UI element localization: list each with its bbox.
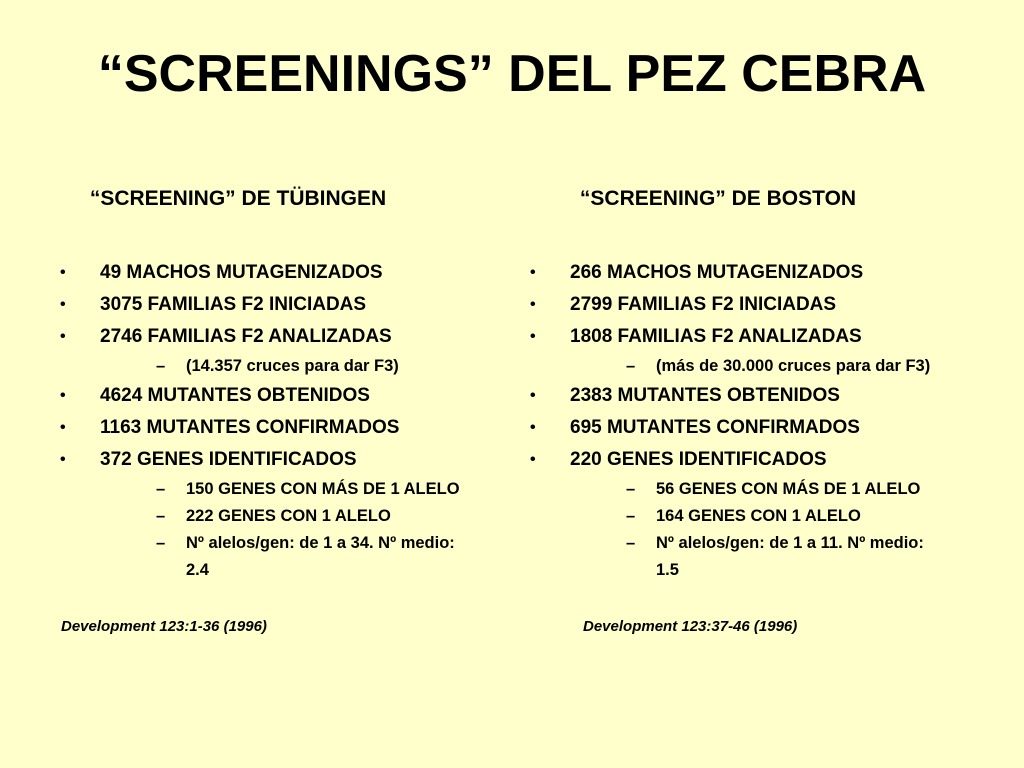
bullet-icon: • (530, 328, 536, 345)
item-text: 4624 MUTANTES OBTENIDOS (100, 385, 370, 406)
item-text: 3075 FAMILIAS F2 INICIADAS (100, 294, 367, 315)
bullet-icon: • (60, 296, 66, 313)
sub-item-text: (14.357 cruces para dar F3) (186, 357, 399, 375)
dash-icon: – (156, 534, 166, 552)
item-text: 2746 FAMILIAS F2 ANALIZADAS (100, 326, 392, 347)
item-text: 220 GENES IDENTIFICADOS (570, 449, 827, 470)
bullet-icon: • (60, 419, 66, 436)
sub-list-item (570, 476, 968, 503)
item-text: 1163 MUTANTES CONFIRMADOS (100, 417, 400, 438)
boston-reference: Development 123:37-46 (1996) (583, 618, 798, 635)
dash-icon: – (626, 534, 636, 552)
list-item (528, 380, 968, 412)
bullet-icon: • (60, 328, 66, 345)
sub-list (570, 476, 968, 584)
sub-item-text-continued: 1.5 (656, 561, 679, 579)
list-item (58, 444, 498, 584)
list-item (528, 444, 968, 584)
sub-item-text: Nº alelos/gen: de 1 a 11. Nº medio: (656, 534, 924, 552)
dash-icon: – (626, 480, 636, 498)
sub-item-text-continued: 2.4 (186, 561, 209, 579)
sub-item-text: 164 GENES CON 1 ALELO (656, 507, 861, 525)
boston-heading: “SCREENING” DE BOSTON (579, 187, 857, 210)
item-text: 2383 MUTANTES OBTENIDOS (570, 385, 840, 406)
dash-icon: – (626, 357, 636, 375)
list-item (528, 289, 968, 321)
bullet-icon: • (530, 419, 536, 436)
sub-list-item (100, 353, 498, 380)
sub-list-item (570, 503, 968, 530)
item-text: 2799 FAMILIAS F2 INICIADAS (570, 294, 837, 315)
dash-icon: – (156, 357, 166, 375)
tubingen-reference: Development 123:1-36 (1996) (61, 618, 267, 635)
list-item (58, 321, 498, 380)
tubingen-column (58, 184, 498, 638)
item-text: 372 GENES IDENTIFICADOS (100, 449, 357, 470)
sub-list-item (570, 353, 968, 380)
list-item (528, 412, 968, 444)
dash-icon: – (626, 507, 636, 525)
sub-list (100, 476, 498, 584)
tubingen-list (58, 257, 498, 584)
boston-column (528, 184, 968, 638)
bullet-icon: • (60, 451, 66, 468)
sub-item-text: 222 GENES CON 1 ALELO (186, 507, 391, 525)
sub-item-text: 150 GENES CON MÁS DE 1 ALELO (186, 480, 460, 498)
bullet-icon: • (530, 387, 536, 404)
bullet-icon: • (530, 264, 536, 281)
sub-list (100, 353, 498, 380)
list-item (58, 289, 498, 321)
dash-icon: – (156, 480, 166, 498)
list-item (528, 321, 968, 380)
bullet-icon: • (60, 264, 66, 281)
sub-list-item (100, 503, 498, 530)
sub-item-text: Nº alelos/gen: de 1 a 34. Nº medio: (186, 534, 455, 552)
list-item (528, 257, 968, 289)
boston-list (528, 257, 968, 584)
sub-list-item (100, 476, 498, 503)
sub-item-text: (más de 30.000 cruces para dar F3) (656, 357, 931, 375)
bullet-icon: • (60, 387, 66, 404)
item-text: 1808 FAMILIAS F2 ANALIZADAS (570, 326, 862, 347)
sub-item-text: 56 GENES CON MÁS DE 1 ALELO (656, 480, 921, 498)
sub-list-item (570, 530, 968, 584)
tubingen-heading: “SCREENING” DE TÜBINGEN (89, 187, 387, 210)
list-item (58, 257, 498, 289)
item-text: 49 MACHOS MUTAGENIZADOS (100, 262, 383, 283)
item-text: 266 MACHOS MUTAGENIZADOS (570, 262, 864, 283)
list-item (58, 380, 498, 412)
list-item (58, 412, 498, 444)
bullet-icon: • (530, 296, 536, 313)
sub-list-item (100, 530, 498, 584)
dash-icon: – (156, 507, 166, 525)
bullet-icon: • (530, 451, 536, 468)
item-text: 695 MUTANTES CONFIRMADOS (570, 417, 860, 438)
sub-list (570, 353, 968, 380)
slide-title: “SCREENINGS” DEL PEZ CEBRA (97, 45, 927, 103)
